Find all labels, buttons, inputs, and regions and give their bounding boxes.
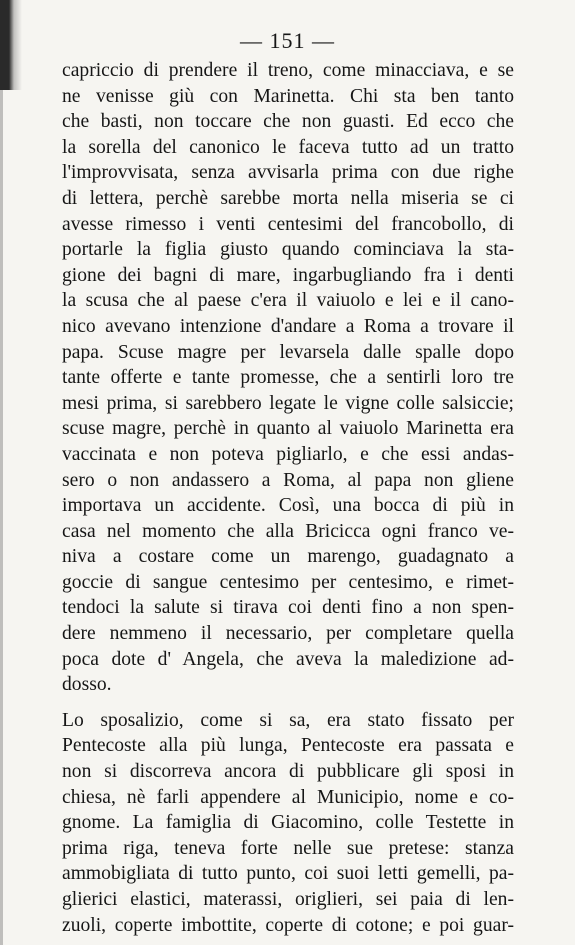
text-line: tante offerte e tante promesse, che a sentirli loro tre (62, 367, 514, 389)
text-line: casa nel momento che alla Bricicca ogni franco ve- (62, 520, 514, 542)
page-edge-line (0, 90, 3, 945)
text-line: niva a costare come un marengo, guadagnato a (62, 546, 514, 568)
text-line: l'improvvisata, senza avvisarla prima con due righe (62, 162, 514, 184)
text-line: portarle la figlia giusto quando cominciava la sta- (62, 239, 514, 261)
text-line: non si discorreva ancora di pubblicare gli sposi in (62, 761, 514, 783)
text-line: Lo sposalizio, come si sa, era stato fissato per (62, 709, 514, 731)
text-line: vaccinata e non poteva pigliarlo, e che essi andas- (62, 443, 514, 465)
text-line: dere nemmeno il necessario, per completare quella (62, 623, 514, 645)
text-line: zuoli, coperte imbottite, coperte di cotone; e poi guar- (62, 914, 514, 936)
text-line: sero o non andassero a Roma, al papa non gliene (62, 469, 514, 491)
text-line: poca dote d' Angela, che aveva la maledizione ad- (62, 648, 514, 670)
paragraph-1 (62, 58, 514, 698)
text-line: importava un accidente. Così, una bocca di più in (62, 495, 514, 517)
text-line: Pentecoste alla più lunga, Pentecoste era passata e (62, 735, 514, 757)
text-line: gnome. La famiglia di Giacomino, colle Testette in (62, 812, 514, 834)
text-line: tendoci la salute si tirava coi denti fino a non spen- (62, 597, 514, 619)
page-number: — 151 — (240, 28, 335, 53)
text-line: la scusa che al paese c'era il vaiuolo e lei e il cano- (62, 290, 514, 312)
text-line: chiesa, nè farli appendere al Municipio, nome e co- (62, 786, 514, 808)
text-line: che basti, non toccare che non guasti. Ed ecco che (62, 111, 514, 133)
text-line: la sorella del canonico le faceva tutto ad un tratto (62, 136, 514, 158)
text-line: ne venisse giù con Marinetta. Chi sta ben tanto (62, 85, 514, 107)
text-line: glierici elastici, materassi, origlieri, sei paia di len- (62, 889, 514, 910)
text-line: scuse magre, perchè in quanto al vaiuolo Marinetta era (62, 418, 514, 440)
text-line: gione dei bagni di mare, ingarbugliando fra i denti (62, 264, 514, 286)
text-line: ammobigliata di tutto punto, coi suoi letti gemelli, pa- (62, 863, 514, 885)
text-line: capriccio di prendere il treno, come minacciava, e se (62, 60, 514, 81)
paragraph-gap (62, 698, 514, 708)
text-line: nico avevano intenzione d'andare a Roma a trovare il (62, 315, 514, 337)
paragraph-2 (62, 708, 514, 938)
text-line: mesi prima, si sarebbero legate le vigne colle salsiccie; (62, 392, 514, 414)
text-line: di lettera, perchè sarebbe morta nella miseria se ci (62, 187, 514, 209)
text-line: prima riga, teneva forte nelle sue pretese: stanza (62, 837, 514, 859)
body-text (62, 58, 514, 938)
text-line: dosso. (62, 674, 112, 696)
text-line: avesse rimesso i venti centesimi del francobollo, di (62, 213, 514, 235)
text-line: goccie di sangue centesimo per centesimo, e rimet- (62, 571, 514, 593)
text-line: papa. Scuse magre per levarsela dalle spalle dopo (62, 341, 514, 363)
